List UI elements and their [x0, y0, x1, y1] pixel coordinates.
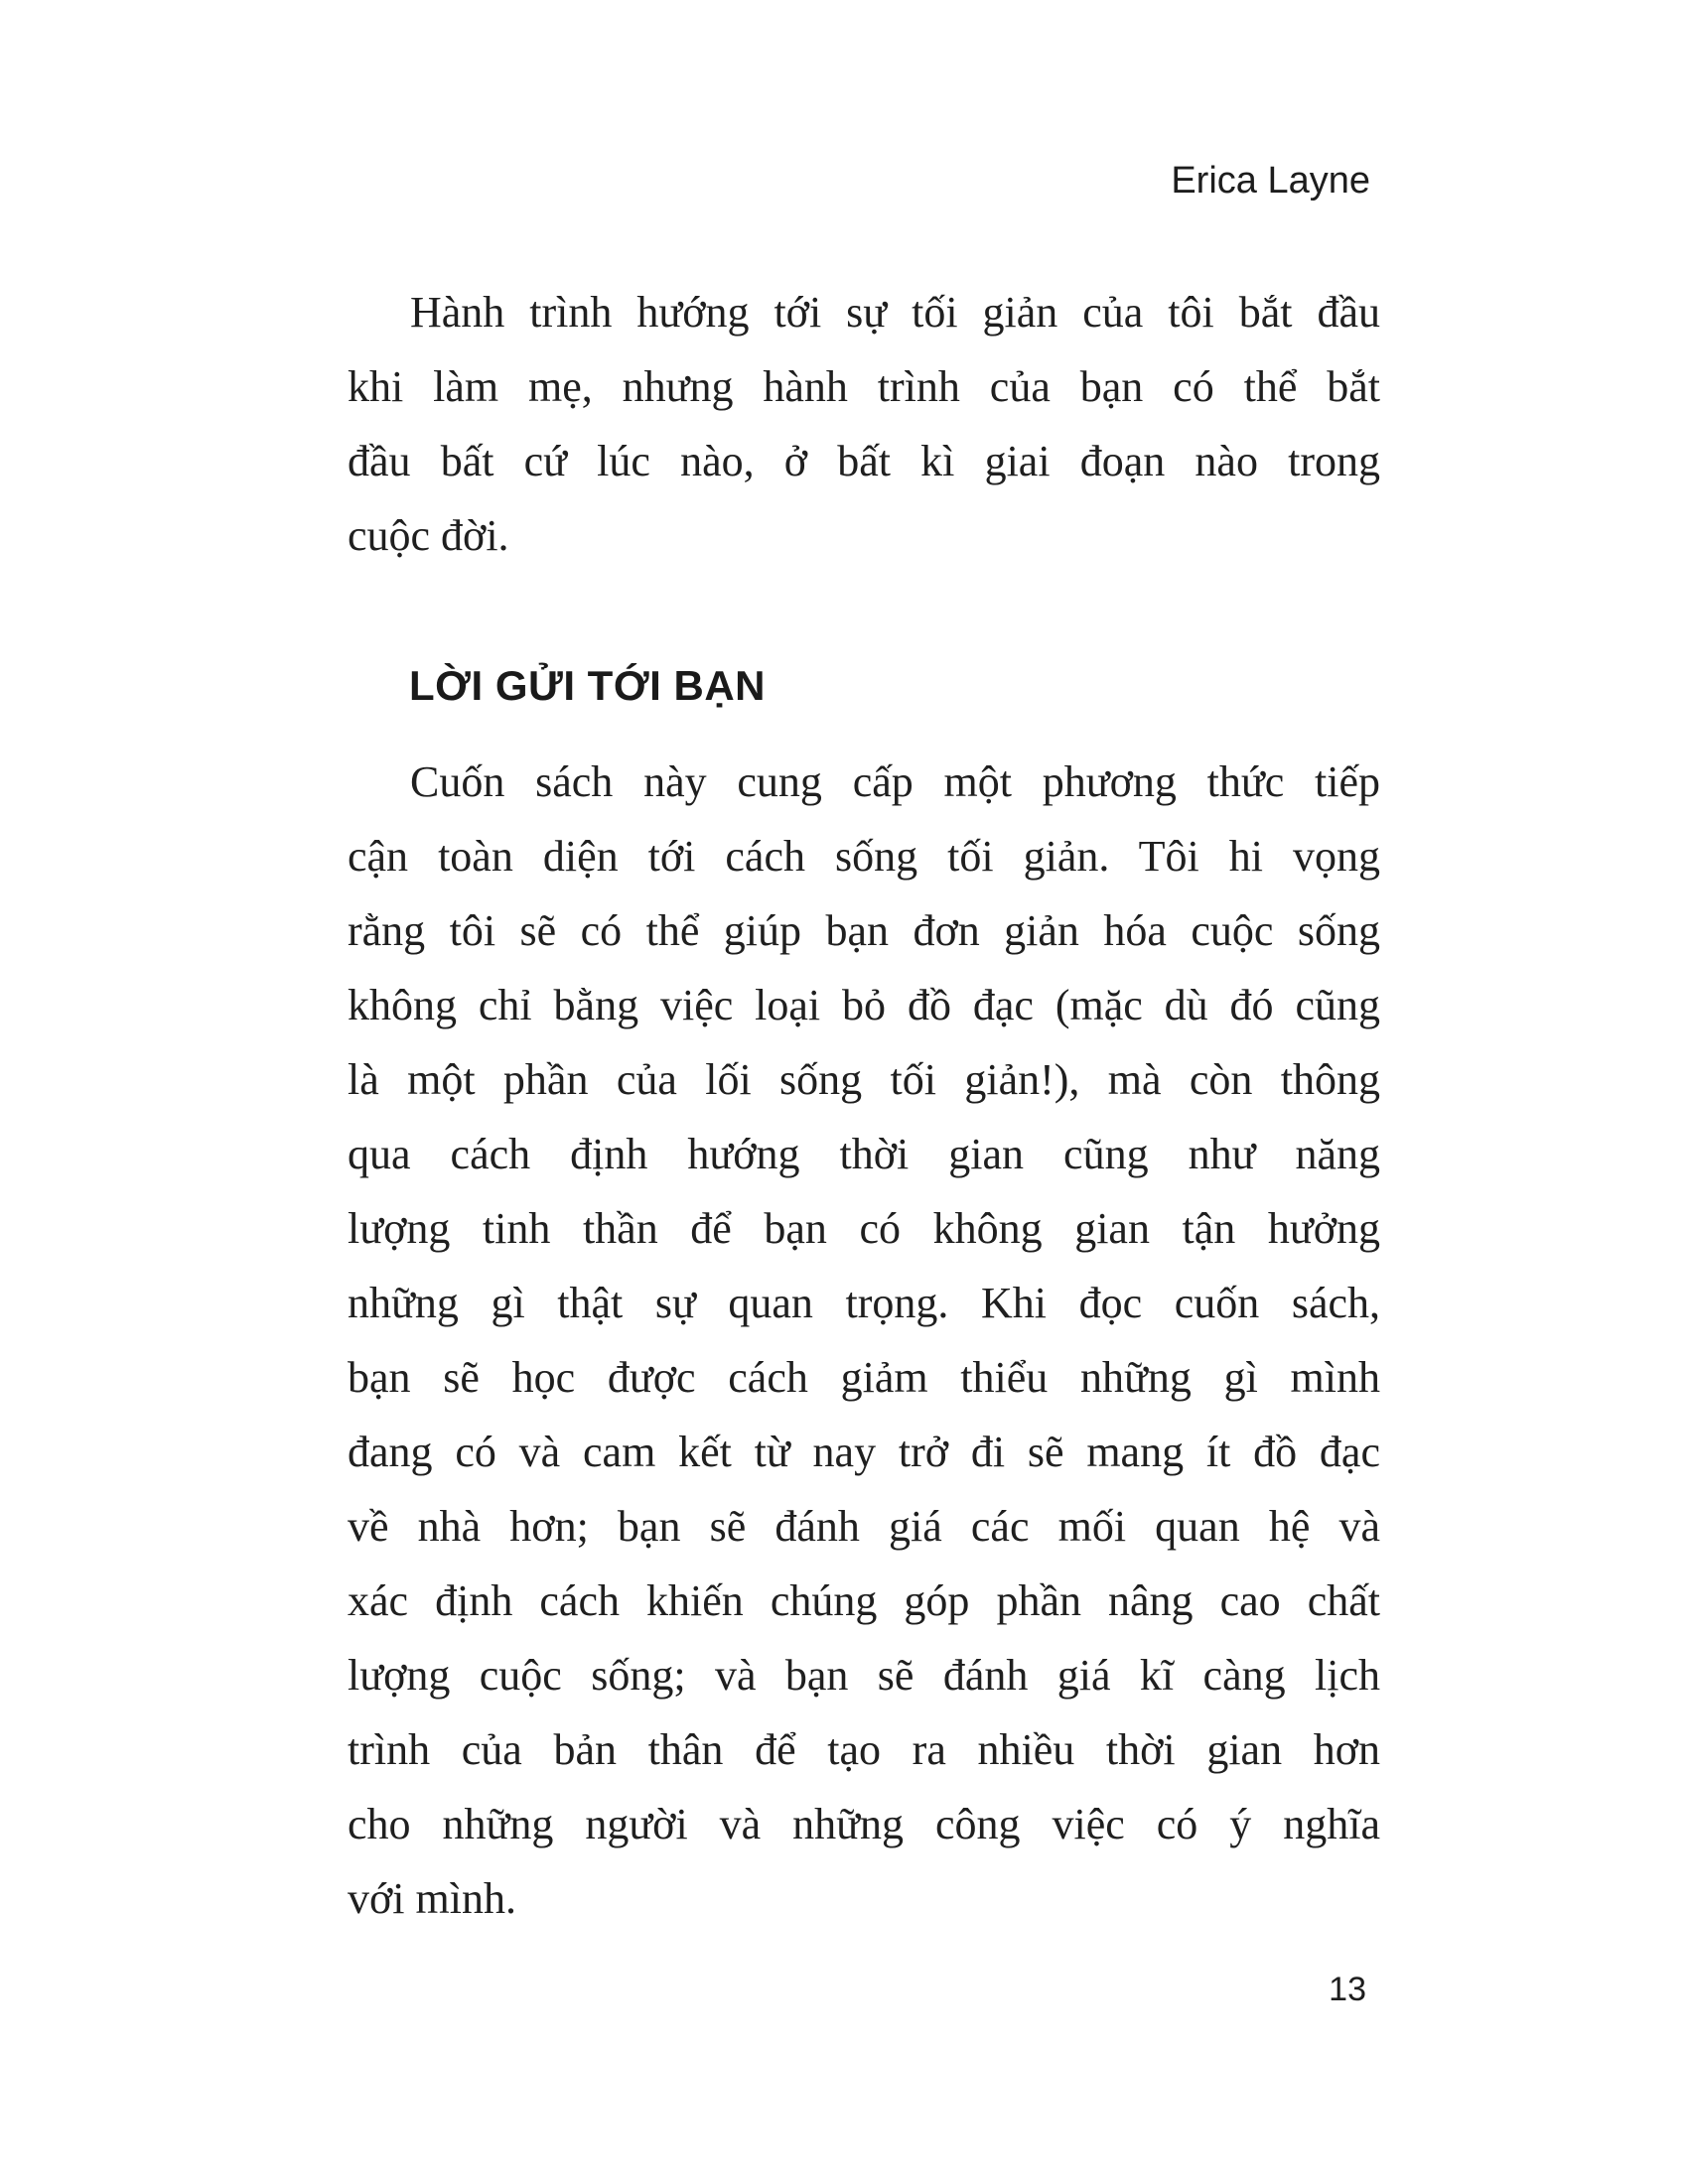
text-line: rằng tôi sẽ có thể giúp bạn đơn giản hóa cuộc sống	[348, 906, 1380, 955]
text-line: lượng tinh thần để bạn có không gian tận hưởng	[348, 1204, 1380, 1253]
text-line: cho những người và những công việc có ý nghĩa	[348, 1800, 1380, 1848]
text-line: qua cách định hướng thời gian cũng như năng	[348, 1130, 1380, 1178]
text-line: không chỉ bằng việc loại bỏ đồ đạc (mặc dù đó cũng	[348, 981, 1380, 1029]
running-header: Erica Layne	[1171, 160, 1370, 202]
text-line: về nhà hơn; bạn sẽ đánh giá các mối quan hệ và	[348, 1502, 1380, 1551]
text-line: lượng cuộc sống; và bạn sẽ đánh giá kĩ càng lịch	[348, 1651, 1380, 1700]
text-line: là một phần của lối sống tối giản!), mà còn thông	[348, 1055, 1380, 1104]
page-number: 13	[1329, 1971, 1366, 2008]
text-line: cuộc đời.	[348, 511, 509, 560]
section-heading: LỜI GỬI TỚI BẠN	[409, 662, 766, 709]
text-line: những gì thật sự quan trọng. Khi đọc cuốn sách,	[348, 1279, 1380, 1327]
text-line: bạn sẽ học được cách giảm thiểu những gì mình	[348, 1353, 1380, 1402]
text-line: đang có và cam kết từ nay trở đi sẽ mang ít đồ đạc	[348, 1428, 1380, 1476]
text-line: xác định cách khiến chúng góp phần nâng cao chất	[348, 1576, 1380, 1625]
text-line: với mình.	[348, 1874, 516, 1923]
text-line: khi làm mẹ, nhưng hành trình của bạn có thể bắt	[348, 362, 1380, 411]
text-line: đầu bất cứ lúc nào, ở bất kì giai đoạn nào trong	[348, 437, 1380, 485]
text-line: Hành trình hướng tới sự tối giản của tôi bắt đầu	[410, 288, 1380, 337]
text-line: Cuốn sách này cung cấp một phương thức tiếp	[410, 757, 1380, 806]
text-line: trình của bản thân để tạo ra nhiều thời gian hơn	[348, 1725, 1380, 1774]
text-line: cận toàn diện tới cách sống tối giản. Tôi hi vọng	[348, 832, 1380, 881]
body-paragraph-main	[348, 745, 1380, 1936]
body-paragraph-intro	[348, 275, 1380, 573]
